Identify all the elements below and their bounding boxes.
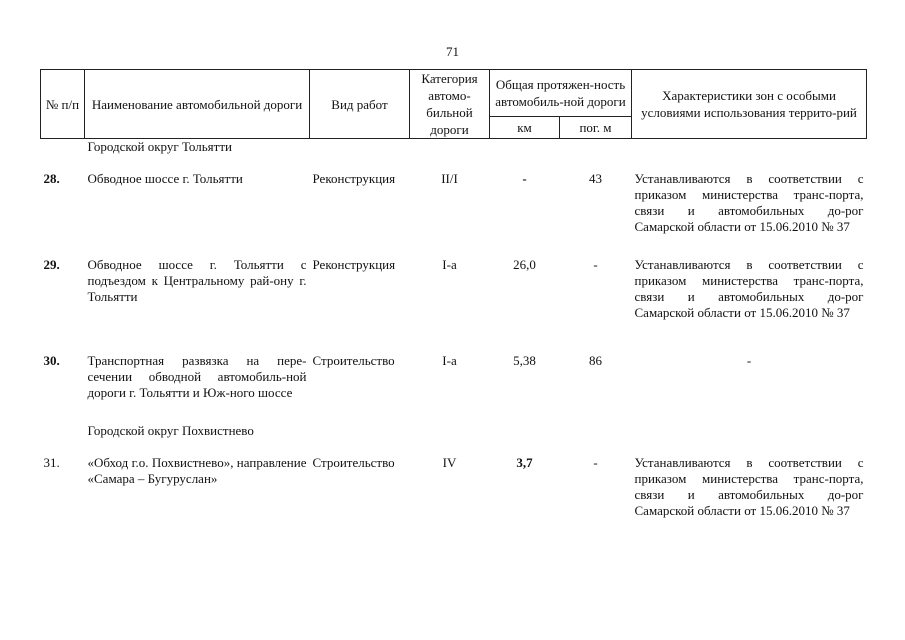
header-category: Категория автомо-бильной дороги xyxy=(410,70,490,139)
roads-table xyxy=(40,69,867,541)
row-num: 30. xyxy=(43,353,60,368)
row-zone-characteristics: Устанавливаются в соответствии с приказом министерства транс-порта, связи и автомобильных до-рог Самарской области от 15.06.2010 № 37 xyxy=(634,455,864,518)
row-meters: - xyxy=(593,455,598,470)
row-zone-characteristics: Устанавливаются в соответствии с приказом министерства транс-порта, связи и автомобильных до-рог Самарской области от 15.06.2010 № 37 xyxy=(634,171,864,234)
row-num: 29. xyxy=(43,257,60,272)
table-row xyxy=(41,257,867,353)
row-zone-characteristics: - xyxy=(746,353,752,368)
row-category: II/I xyxy=(441,171,458,186)
row-km: - xyxy=(522,171,527,186)
table-row xyxy=(41,171,867,257)
row-num: 28. xyxy=(43,171,60,186)
header-meters: пог. м xyxy=(560,117,632,139)
row-work-type: Строительство xyxy=(312,353,395,368)
row-zone-characteristics: Устанавливаются в соответствии с приказом министерства транс-порта, связи и автомобильных до-рог Самарской области от 15.06.2010 № 37 xyxy=(634,257,864,320)
table-row xyxy=(41,455,867,541)
row-km: 3,7 xyxy=(516,455,533,470)
row-category: I-a xyxy=(442,353,457,368)
row-work-type: Реконструкция xyxy=(312,171,396,186)
header-road-name: Наименование автомобильной дороги xyxy=(85,70,310,139)
header-zone-characteristics: Характеристики зон с особыми условиями использования террито-рий xyxy=(632,70,867,139)
section-title: Городской округ Тольятти xyxy=(87,139,232,154)
header-length: Общая протяжен-ность автомобиль-ной дороги xyxy=(490,70,632,117)
header-work-type: Вид работ xyxy=(310,70,410,139)
row-km: 5,38 xyxy=(513,353,536,368)
row-category: I-a xyxy=(442,257,457,272)
row-road-name: Обводное шоссе г. Тольятти xyxy=(87,171,243,186)
row-work-type: Строительство xyxy=(312,455,395,470)
section-row xyxy=(41,423,867,441)
section-title: Городской округ Похвистнево xyxy=(87,423,254,438)
row-meters: 43 xyxy=(589,171,602,186)
row-road-name: «Обход г.о. Похвистнево», направление «Самара – Бугуруслан» xyxy=(87,455,307,486)
header-km: км xyxy=(490,117,560,139)
row-work-type: Реконструкция xyxy=(312,257,396,272)
page-number: 71 xyxy=(446,44,459,59)
row-meters: - xyxy=(593,257,598,272)
row-road-name: Обводное шоссе г. Тольятти с подъездом к Центральному рай-ону г. Тольятти xyxy=(87,257,307,304)
row-category: IV xyxy=(442,455,457,470)
row-road-name: Транспортная развязка на пере-сечении обводной автомобиль-ной дороги г. Тольятти и Юж-ного шоссе xyxy=(87,353,307,400)
row-km: 26,0 xyxy=(513,257,536,272)
row-num: 31. xyxy=(43,455,60,470)
section-row xyxy=(41,139,867,158)
header-num: № п/п xyxy=(41,70,85,139)
table-row xyxy=(41,353,867,423)
row-meters: 86 xyxy=(589,353,602,368)
